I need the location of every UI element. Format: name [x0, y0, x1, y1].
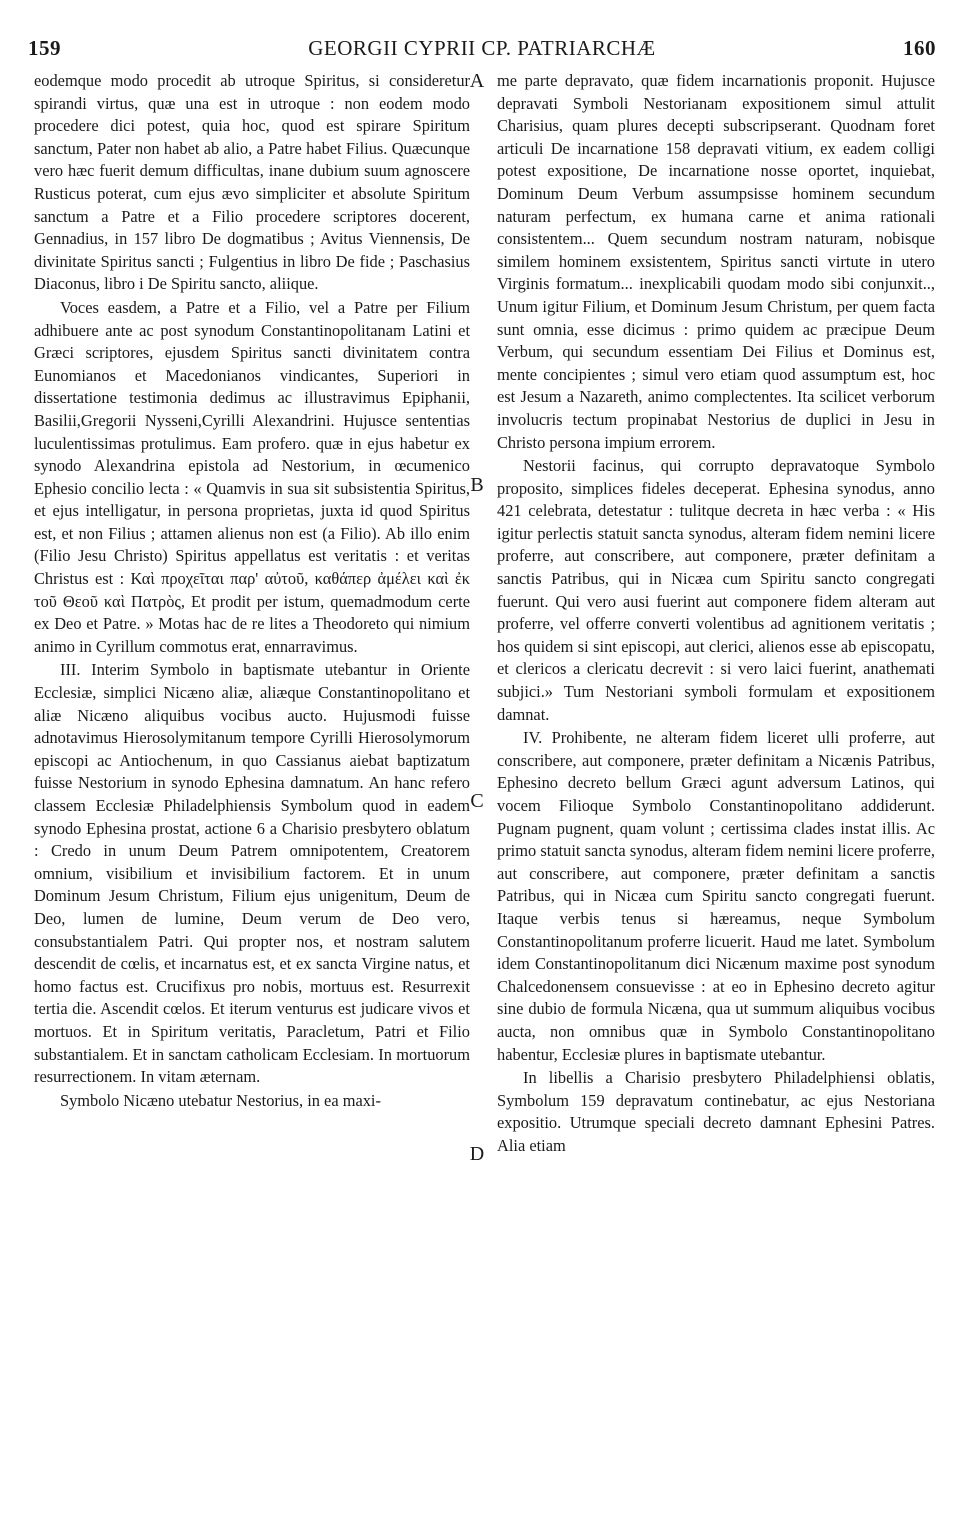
page-header [28, 36, 936, 64]
section-marker-c: C [470, 790, 484, 812]
paragraph: Nestorii facinus, qui corrupto depravatoque Symbolo proposito, simplices fideles deceperat. Ephesina synodus, anno 421 celebrata, detestatur : tulitque decreta in hæc verba : « His igitur perlectis statuit sancta synodus, alteram fidem nemini licere proferre, aut conscribere, aut componere, præter definitam a sanctis Patribus, qui in Nicæa cum Spiritu sancto congregati fuerunt. Qui vero ausi fuerint aut componere fidem alteram aut proferre, vel offerre converti volentibus ad agnitionem veritatis ; hos quidem si sint episcopi, aut clerici, alienos esse ab episcopatu, et clericos a clericatu decrevit : si vero laici fuerint, anathemati subjici.» Tum Nestoriani symboli formulam et expositionem damnat. [497, 456, 935, 724]
paragraph: IV. Prohibente, ne alteram fidem liceret ulli proferre, aut conscribere, aut componere, præter definitam a Nicænis Patribus, Ephesino decreto bellum Græci agunt adversum Latinos, qui vocem Filioque Symbolo Constantinopolitano addiderunt. Pugnam pugnent, quam volunt ; certissima clades instat illis. Ac primo statuit sancta synodus, alteram fidem nemini licere proferre, aut conscribere, aut componere, præter definitam a sanctis Patribus, qui in Nicæa cum Spiritu sancto congregati fuerunt. Itaque verbis tenus si hæreamus, neque Symbolum Constantinopolitanum proferre licuerit. Haud me latet. Symbolum idem Constantinopolitanum dici Nicænum maxime post synodum Chalcedonensem consuevisse : at eo in Ephesino decreto agitur sine dubio de formula Nicæna, qua ut summum aliquibus vocibus aucta, non omnibus quæ in Symbolo Constantinopolitano habentur, Ecclesiæ plures in baptismate utebantur. [497, 728, 935, 1064]
paragraph: me parte depravato, quæ fidem incarnationis proponit. Hujusce depravati Symboli Nestorianam expositionem simul attulit Charisius, quam plures decepti subscripserant. Quodnam foret articuli De incarnatione 158 depravati vitium, ex eadem colligi potest expositione, De incarnatione nosse oportet, inquiebat, Dominum Deum Verbum assumpsisse hominem secundum naturam perfectum, ex humana carne et anima rationali consistentem... Quem secundum nostram naturam, nobisque similem hominem exsistentem, Spiritus sancti virtute in utero Virginis formatum... inexplicabili quodam modo sibi conjunxit.., Unum igitur Filium, et Dominum Jesum Christum, per quem facta sunt omnia, esse dicimus : primo quidem ac præcipue Deum Verbum, qui secundum essentiam Dei Filius et Dominus est, mente concipientes ; simul vero etiam quod assumptum est, hoc est Jesum a Nazareth, animo complectentes. Ita scilicet verborum involucris tectum propinabat Nestorius de duplici in Jesu in Christo persona impium errorem. [497, 71, 935, 452]
paragraph: In libellis a Charisio presbytero Philadelphiensi oblatis, Symbolum 159 depravatum continebatur, ac ejus Nestoriana expositio. Utrumque speciali decreto damnant Ephesini Patres. Alia etiam [497, 1068, 935, 1155]
running-title: GEORGII CYPRII CP. PATRIARCHÆ [308, 36, 656, 60]
paragraph: Symbolo Nicæno utebatur Nestorius, in ea maxi- [60, 1090, 381, 1110]
paragraph: eodemque modo procedit ab utroque Spiritus, si consideretur spirandi virtus, quæ una est in utroque : non eodem modo procedere dici potest, quia hoc, quod est spirare Spiritum sanctum, Pater non habet ab alio, a Patre habet Filius. Quæcunque vero hæc fuerit demum difficultas, inane dubium suum agnoscere Rusticus poterat, cum ejus ævo simpliciter et absolute Spiritum sanctum a Patre et a Filio procedere scriptores docerent, Gennadius, in 157 libro De dogmatibus ; Avitus Viennensis, De divinitate Spiritus sancti ; Fulgentius in libro De fide ; Paschasius Diaconus, libro i De Spiritu sancto, aliique. [34, 71, 470, 294]
page-number-left: 159 [28, 36, 61, 60]
section-marker-b: B [470, 474, 484, 496]
paragraph: III. Interim Symbolo in baptismate utebantur in Oriente Ecclesiæ, simplici Nicæno aliæ, aliæque Constantinopolitano et aliæ Nicæno aliquibus vocibus aucto. Hujusmodi fuisse adnotavimus Hierosolymitanum tempore Cyrilli Hierosolymorum episcopi ac Antiochenum, in quo Cassianus aiebat baptizatum fuisse Nestorium in synodo Ephesina damnatum. An hanc refero classem Ecclesiæ Philadelphiensis Symbolum quod in eadem synodo Ephesina prostat, actione 6 a Charisio presbytero oblatum : Credo in unum Deum Patrem omnipotentem, Creatorem omnium, visibilium et invisibilium factorem. Et in unum Dominum Jesum Christum, Filium ejus unigenitum, Deum de Deo, lumen de lumine, Deum verum de Deo vero, consubstantialem Patri. Qui propter nos, et nostram salutem descendit de cœlis, et incarnatus est, et ex sancta Virgine natus, et homo factus est. Crucifixus pro nobis, mortuus est. Resurrexit tertia die. Ascendit cœlos. Et iterum venturus est judicare vivos et mortuos. Et in Spiritum veritatis, Paracletum, Patri et Filio substantialem. Et in sanctam catholicam Ecclesiam. In mortuorum resurrectionem. In vitam æternam. [34, 660, 470, 1087]
section-marker-a: A [469, 70, 485, 92]
right-column [497, 70, 935, 1158]
section-marker-d: D [469, 1143, 485, 1165]
page-number-right: 160 [903, 36, 936, 60]
paragraph: Voces easdem, a Patre et a Filio, vel a Patre per Filium adhibuere ante ac post synodum Constantinopolitanam Latini et Græci scriptores, ejusdem Spiritus sancti divinitatem contra Eunomianos et Macedonianos vindicantes, Superiori in dissertatione testimonia dedimus ac illustravimus Epiphanii, Basilii,Gregorii Nysseni,Cyrilli Alexandrini. Hujusce sententias luculentissimas protulimus. Eam profero. quæ in ejus habetur ex synodo Alexandrina epistola ad Nestorium, in œcumenico Ephesio concilio lecta : « Quamvis in sua sit subsistentia Spiritus, et ejus intelligatur, in persona proprietas, juxta id quod Spiritus est, et non Filius ; attamen alienus non est (a Filio). Ab illo enim (Filio Jesu Christo) Spiritus appellatus est veritatis : et veritas Christus est : Καὶ προχεῖται παρ' αὐτοῦ, καθάπερ ἀμέλει καὶ ἐκ τοῦ Θεοῦ καὶ Πατρὸς, Et prodit per istum, quemadmodum certe ex Deo et Patre. » Motas hac de re lites a Theodoreto qui nimium animo in Cyrillum commotus erat, ennarravimus. [34, 297, 470, 656]
left-column [34, 70, 470, 1112]
